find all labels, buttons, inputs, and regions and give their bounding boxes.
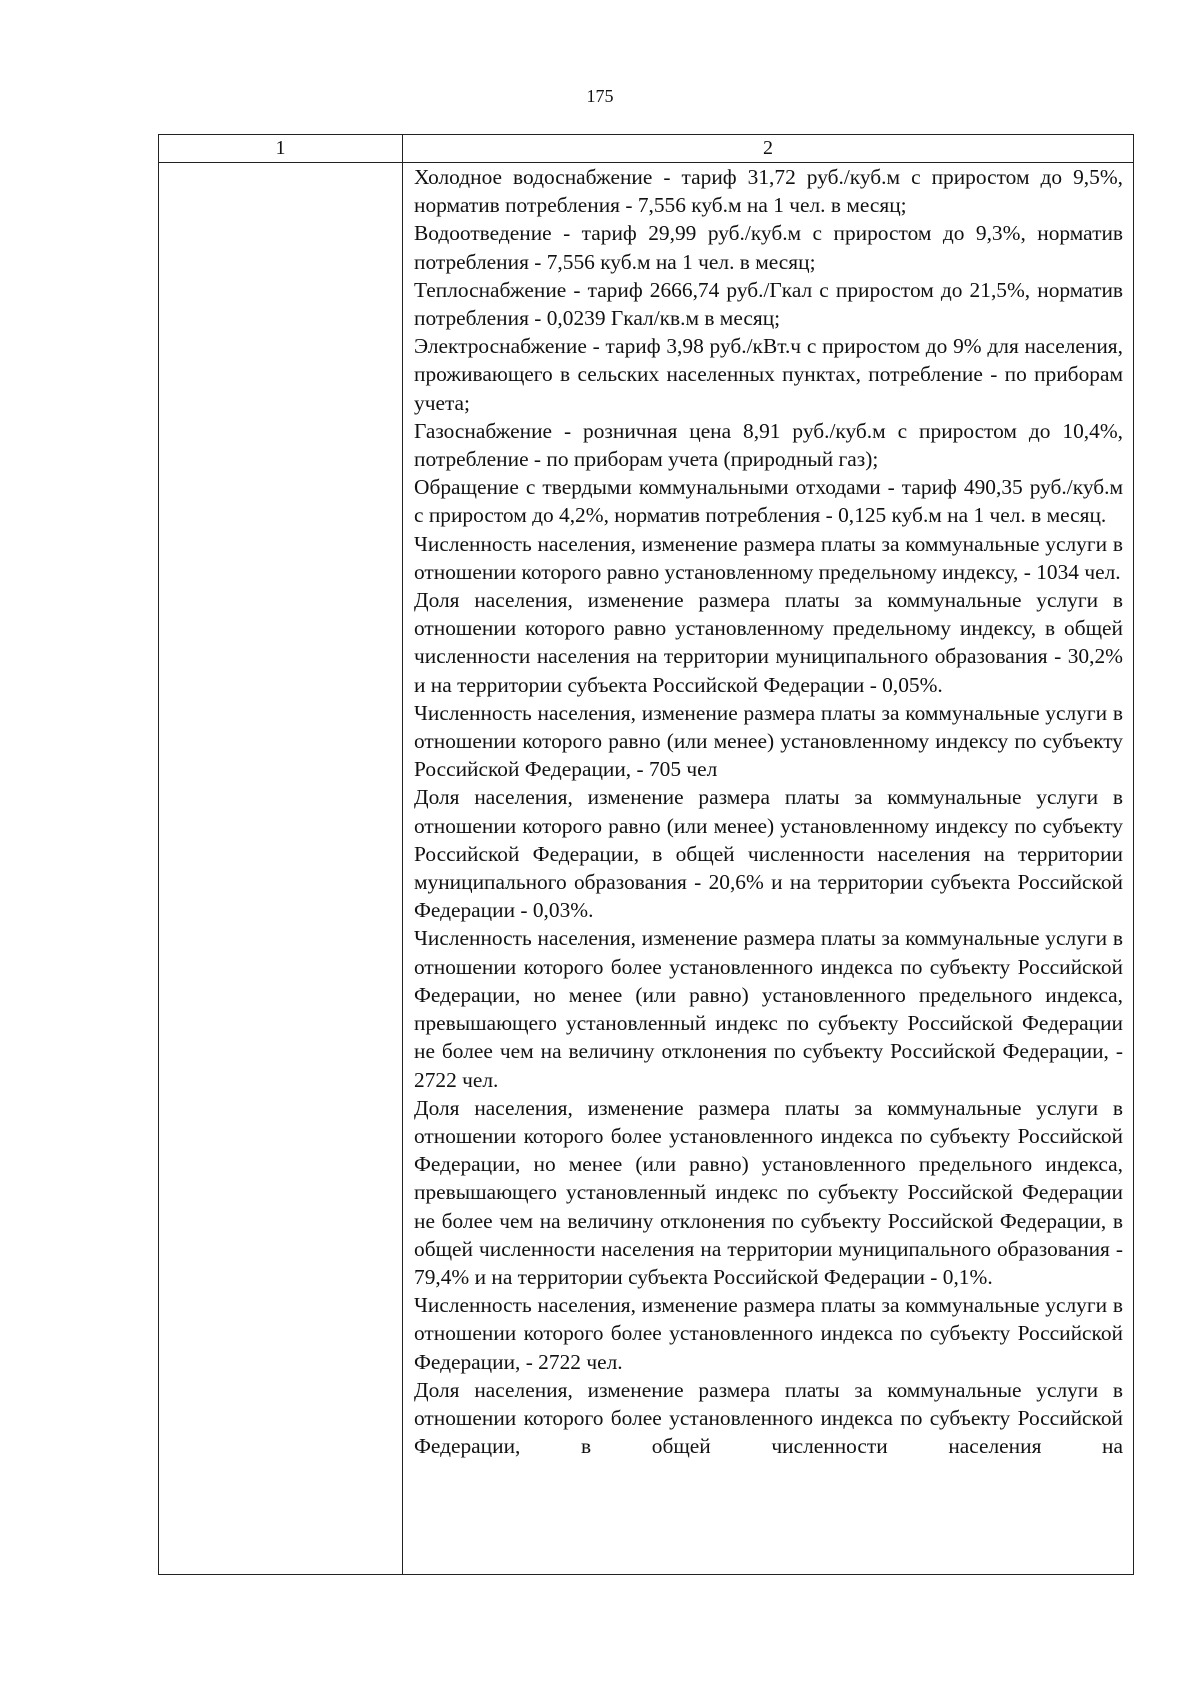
paragraph-share-above-regional-index: Доля населения, изменение размера платы за коммунальные услуги в отношении которого более установленного индекса по субъекту Российской Федерации, в общей численности населения на	[414, 1377, 1123, 1459]
paragraph-population-limit-index: Численность населения, изменение размера платы за коммунальные услуги в отношении которого равно установленному предельному индексу, - 1034 чел.	[414, 531, 1123, 584]
paragraph-heating: Теплоснабжение - тариф 2666,74 руб./Гкал с приростом до 21,5%, норматив потребления - 0,0239 Гкал/кв.м в месяц;	[414, 277, 1123, 331]
paragraph-share-le-regional-index: Доля населения, изменение размера платы за коммунальные услуги в отношении которого равно (или менее) установленному индексу по субъекту Российской Федерации, в общей численности населения на территории муниципального образования - 20,6% и на территории субъекта Российской Федерации - 0,03%.	[414, 785, 1123, 923]
table-header-row	[159, 135, 1133, 163]
paragraph-electricity: Электроснабжение - тариф 3,98 руб./кВт.ч с приростом до 9% для населения, проживающего в сельских населенных пунктах, потребление - по приборам учета;	[414, 334, 1123, 415]
paragraph-gas: Газоснабжение - розничная цена 8,91 руб./куб.м с приростом до 10,4%, потребление - по приборам учета (природный газ);	[414, 418, 1123, 472]
header-cell-1: 1	[275, 137, 286, 159]
content-cell	[414, 163, 1123, 1460]
header-cell-2: 2	[763, 137, 773, 159]
paragraph-population-between-indices: Численность населения, изменение размера платы за коммунальные услуги в отношении которого более установленного индекса по субъекту Российской Федерации, но менее (или равно) установленного предельного индекса, превышающего установленный индекс по субъекту Российской Федерации не более чем на величину отклонения по субъекту Российской Федерации, - 2722 чел.	[414, 926, 1123, 1092]
paragraph-cold-water: Холодное водоснабжение - тариф 31,72 руб./куб.м с приростом до 9,5%, норматив потребления - 7,556 куб.м на 1 чел. в месяц;	[414, 165, 1123, 218]
paragraph-solid-waste: Обращение с твердыми коммунальными отходами - тариф 490,35 руб./куб.м с приростом до 4,2%, норматив потребления - 0,125 куб.м на 1 чел. в месяц.	[414, 475, 1123, 528]
paragraph-share-limit-index: Доля населения, изменение размера платы за коммунальные услуги в отношении которого равно установленному предельному индексу, в общей численности населения на территории муниципального образования - 30,2% и на территории субъекта Российской Федерации - 0,05%.	[414, 588, 1123, 697]
paragraph-population-above-regional-index: Численность населения, изменение размера платы за коммунальные услуги в отношении которого более установленного индекса по субъекту Российской Федерации, - 2722 чел.	[414, 1293, 1123, 1374]
paragraph-share-between-indices: Доля населения, изменение размера платы за коммунальные услуги в отношении которого более установленного индекса по субъекту Российской Федерации, но менее (или равно) установленного предельного индекса, превышающего установленный индекс по субъекту Российской Федерации не более чем на величину отклонения по субъекту Российской Федерации, в общей численности населения на территории муниципального образования - 79,4% и на территории субъекта Российской Федерации - 0,1%.	[414, 1095, 1123, 1289]
column-divider	[402, 135, 403, 1574]
document-table	[158, 134, 1134, 1575]
page-number: 175	[586, 86, 614, 106]
paragraph-drainage: Водоотведение - тариф 29,99 руб./куб.м с приростом до 9,3%, норматив потребления - 7,556 куб.м на 1 чел. в месяц;	[414, 221, 1123, 274]
paragraph-population-le-regional-index: Численность населения, изменение размера платы за коммунальные услуги в отношении которого равно (или менее) установленному индексу по субъекту Российской Федерации, - 705 чел	[414, 700, 1123, 782]
